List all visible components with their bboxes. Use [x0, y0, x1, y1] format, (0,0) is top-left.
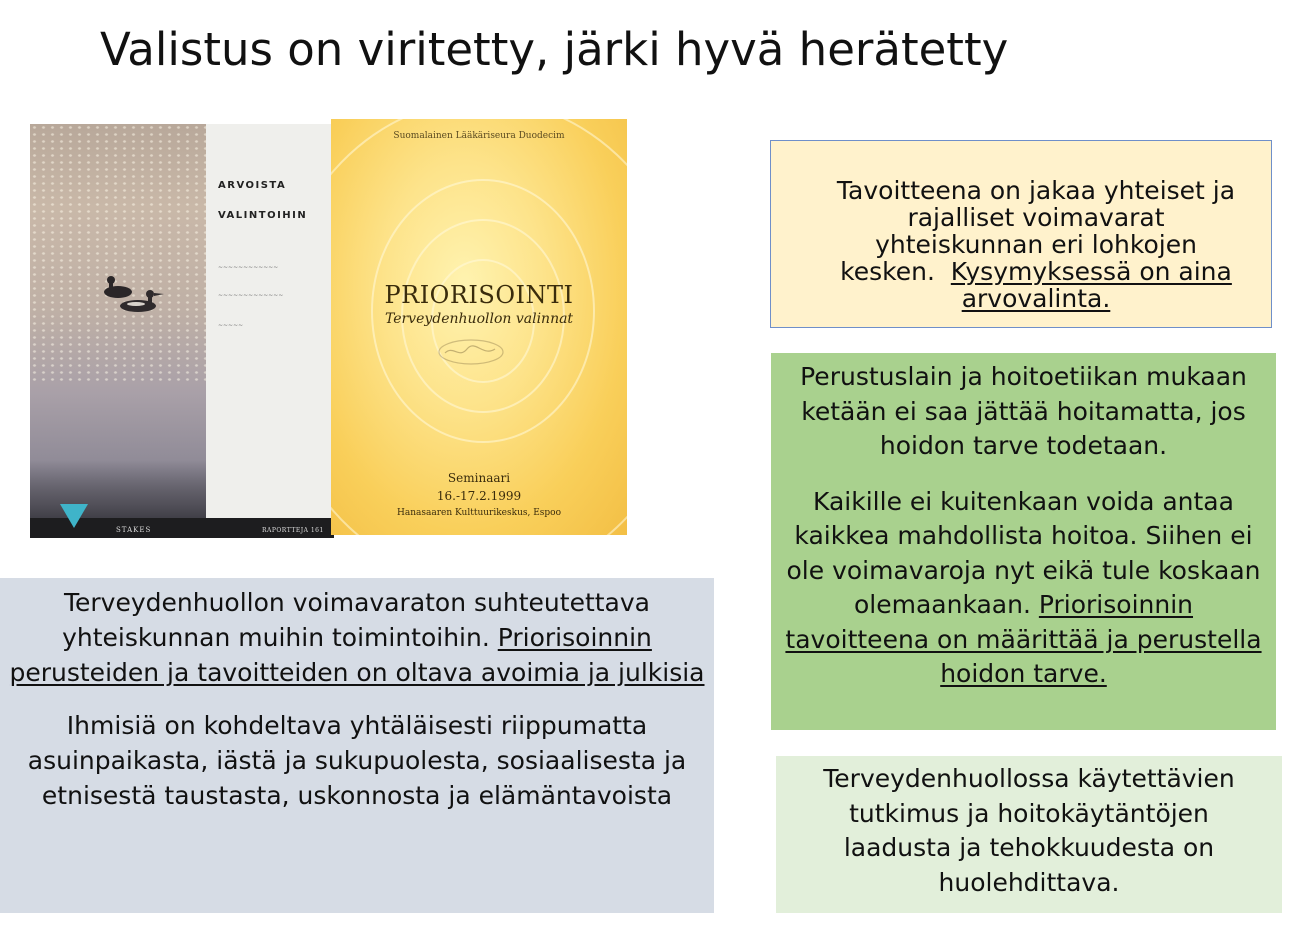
book1-title-line1: ARVOISTA — [218, 180, 287, 191]
blue-paragraph-2: Ihmisiä on kohdeltava yhtäläisesti riippumatta asuinpaikasta, iästä ja sukupuolesta, sosiaalisesta ja etnisestä taustasta, uskonnosta ja elämäntavoista — [27, 711, 687, 810]
book1-title-line2: VALINTOIHIN — [218, 210, 308, 221]
quality-box — [776, 756, 1282, 913]
book-cover-priorisointi — [331, 119, 627, 535]
book1-fine-print: ~~~~~ — [218, 322, 244, 329]
yellow-underlined-text: Kysymyksessä on aina arvovalinta. — [950, 257, 1232, 313]
book2-publisher: Suomalainen Lääkäriseura Duodecim — [393, 131, 565, 141]
stakes-logo-icon — [60, 504, 88, 528]
water-sparkle — [30, 124, 206, 384]
signature-image — [431, 337, 511, 367]
book2-event: Seminaari — [447, 471, 511, 485]
yellow-line-1: Tavoitteena on jakaa yhteiset ja — [836, 176, 1236, 205]
book2-venue: Hanasaaren Kulttuurikeskus, Espoo — [397, 508, 561, 518]
yellow-plain-text: kesken. — [840, 257, 951, 286]
book2-title: PRIORISOINTI — [384, 281, 574, 309]
rocks-shadow — [30, 460, 206, 520]
healthcare-resources-box — [0, 578, 714, 913]
resource-allocation-box — [770, 140, 1272, 328]
book2-dates: 16.-17.2.1999 — [436, 489, 522, 503]
green-underlined-text: Priorisoinnin tavoitteena on määrittää ja perustella hoidon tarve. — [785, 590, 1262, 688]
book1-fine-print: ~~~~~~~~~~~~ — [218, 264, 279, 271]
book-cover-arvoista-valintoihin — [30, 124, 334, 538]
constitution-box — [771, 353, 1276, 730]
lightgreen-text: Terveydenhuollossa käytettävien tutkimus ja hoitokäytäntöjen laadusta ja tehokkuudesta on huolehdittava. — [823, 764, 1235, 897]
book1-series: RAPORTTEJA 161 — [262, 527, 324, 534]
yellow-line-3: yhteiskunnan eri lohkojen — [875, 230, 1197, 259]
book1-publisher: STAKES — [116, 526, 152, 534]
green-paragraph-1: Perustuslain ja hoitoetiikan mukaan ketään ei saa jättää hoitamatta, jos hoidon tarve todetaan. — [800, 362, 1247, 460]
green-paragraph-2 — [781, 485, 1266, 692]
book1-fine-print: ~~~~~~~~~~~~~ — [218, 292, 284, 299]
yellow-line-2: rajalliset voimavarat — [907, 203, 1165, 232]
book2-subtitle: Terveydenhuollon valinnat — [384, 311, 574, 327]
slide-title: Valistus on viritetty, järki hyvä herätetty — [100, 23, 1009, 76]
blue-plain-text: Terveydenhuollon voimavaraton suhteutettava yhteiskunnan muihin toimintoihin. — [62, 588, 650, 652]
blue-paragraph-1 — [6, 585, 708, 690]
green-plain-text: Kaikille ei kuitenkaan voida antaa kaikkea mahdollista hoitoa. Siihen ei ole voimavaroja nyt eikä tule koskaan olemaankaan. — [786, 486, 1261, 619]
blue-underlined-text: Priorisoinnin perusteiden ja tavoitteiden on oltava avoimia ja julkisia — [9, 623, 705, 687]
yellow-line-4 — [819, 258, 1253, 312]
merganser-birds-image — [98, 268, 168, 318]
